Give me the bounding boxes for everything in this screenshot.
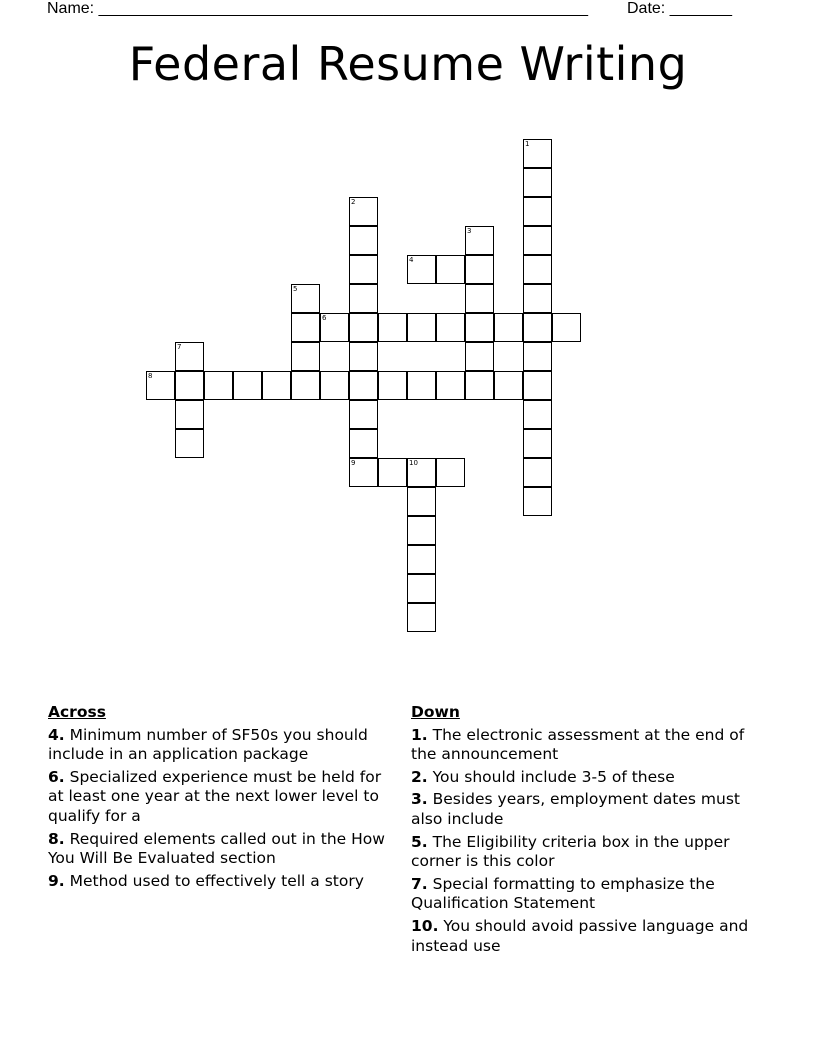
clue-number-label: 3 [467, 227, 472, 235]
crossword-cell[interactable] [349, 255, 378, 284]
crossword-cell[interactable] [523, 487, 552, 516]
crossword-cell[interactable] [349, 371, 378, 400]
crossword-cell[interactable] [407, 603, 436, 632]
crossword-cell[interactable] [146, 371, 175, 400]
crossword-cell[interactable] [407, 255, 436, 284]
clue-text: The Eligibility criteria box in the upper corner is this color [411, 832, 730, 871]
crossword-cell[interactable] [494, 371, 523, 400]
clue-text: Method used to effectively tell a story [64, 871, 364, 890]
across-heading: Across [48, 703, 106, 721]
clue-number-label: 10 [409, 459, 418, 467]
crossword-cell[interactable] [436, 255, 465, 284]
crossword-cell[interactable] [349, 458, 378, 487]
crossword-cell[interactable] [175, 371, 204, 400]
crossword-cell[interactable] [175, 342, 204, 371]
across-clue [48, 768, 398, 827]
clue-number-label: 7 [177, 343, 182, 351]
crossword-cell[interactable] [349, 400, 378, 429]
crossword-cell[interactable] [465, 226, 494, 255]
crossword-cell[interactable] [407, 371, 436, 400]
date-field: Date: _______ [627, 0, 732, 17]
crossword-cell[interactable] [378, 458, 407, 487]
across-clue [48, 830, 398, 869]
crossword-cell[interactable] [407, 516, 436, 545]
crossword-cell[interactable] [523, 342, 552, 371]
crossword-cell[interactable] [349, 313, 378, 342]
clue-number-label: 8 [148, 372, 153, 380]
crossword-cell[interactable] [291, 371, 320, 400]
crossword-cell[interactable] [523, 458, 552, 487]
crossword-cell[interactable] [175, 429, 204, 458]
clue-number: 6. [48, 767, 65, 786]
crossword-cell[interactable] [523, 255, 552, 284]
across-clue [48, 872, 398, 892]
clue-number: 9. [48, 871, 65, 890]
clue-number: 8. [48, 829, 65, 848]
crossword-cell[interactable] [523, 226, 552, 255]
crossword-cell[interactable] [523, 284, 552, 313]
crossword-cell[interactable] [262, 371, 291, 400]
crossword-cell[interactable] [320, 313, 349, 342]
down-clues [411, 703, 771, 959]
crossword-cell[interactable] [349, 342, 378, 371]
clue-number-label: 1 [525, 140, 530, 148]
crossword-cell[interactable] [349, 429, 378, 458]
clue-text: Special formatting to emphasize the Qualification Statement [411, 874, 715, 913]
clue-text: Besides years, employment dates must also include [411, 790, 740, 828]
clue-number-label: 2 [351, 198, 356, 206]
crossword-cell[interactable] [523, 371, 552, 400]
crossword-cell[interactable] [378, 371, 407, 400]
clue-text: Specialized experience must be held for at least one year at the next lower level to qualify for a [48, 767, 382, 825]
crossword-cell[interactable] [523, 313, 552, 342]
crossword-cell[interactable] [233, 371, 262, 400]
crossword-cell[interactable] [407, 458, 436, 487]
crossword-cell[interactable] [204, 371, 233, 400]
crossword-cell[interactable] [407, 574, 436, 603]
crossword-cell[interactable] [407, 487, 436, 516]
crossword-cell[interactable] [349, 284, 378, 313]
clue-number: 10. [411, 916, 439, 935]
clue-text: You should include 3-5 of these [427, 767, 675, 786]
crossword-cell[interactable] [465, 313, 494, 342]
down-clue [411, 875, 771, 914]
crossword-cell[interactable] [407, 313, 436, 342]
crossword-cell[interactable] [465, 284, 494, 313]
down-clue-list [411, 726, 771, 957]
clue-number-label: 5 [293, 285, 298, 293]
across-clue-list [48, 726, 398, 892]
crossword-cell[interactable] [523, 429, 552, 458]
clue-number-label: 9 [351, 459, 356, 467]
across-clue [48, 726, 398, 765]
crossword-cell[interactable] [523, 168, 552, 197]
crossword-cell[interactable] [436, 371, 465, 400]
crossword-cell[interactable] [175, 400, 204, 429]
crossword-cell[interactable] [465, 371, 494, 400]
page-title: Federal Resume Writing [128, 37, 688, 91]
clue-number: 2. [411, 767, 428, 786]
crossword-cell[interactable] [523, 400, 552, 429]
down-clue [411, 790, 771, 829]
down-clue [411, 833, 771, 872]
crossword-cell[interactable] [436, 458, 465, 487]
crossword-cell[interactable] [523, 139, 552, 168]
crossword-cell[interactable] [407, 545, 436, 574]
crossword-cell[interactable] [291, 284, 320, 313]
down-clue [411, 768, 771, 788]
crossword-cell[interactable] [494, 313, 523, 342]
clue-number: 4. [48, 725, 65, 744]
clue-number: 1. [411, 725, 428, 744]
name-field: Name: _______________________________________________________ [47, 0, 588, 17]
crossword-cell[interactable] [436, 313, 465, 342]
clue-number-label: 6 [322, 314, 327, 322]
clue-text: Required elements called out in the How You Will Be Evaluated section [48, 829, 385, 868]
crossword-cell[interactable] [320, 371, 349, 400]
crossword-cell[interactable] [523, 197, 552, 226]
crossword-cell[interactable] [378, 313, 407, 342]
down-clue [411, 917, 771, 956]
clue-text: Minimum number of SF50s you should include in an application package [48, 725, 368, 764]
down-heading: Down [411, 703, 460, 721]
across-clues [48, 703, 398, 894]
clue-number: 3. [411, 790, 428, 809]
clue-number: 7. [411, 874, 428, 893]
crossword-cell[interactable] [349, 226, 378, 255]
down-clue [411, 726, 771, 765]
crossword-cell[interactable] [465, 255, 494, 284]
clue-number-label: 4 [409, 256, 414, 264]
clue-number: 5. [411, 832, 428, 851]
crossword-cell[interactable] [465, 342, 494, 371]
crossword-cell[interactable] [552, 313, 581, 342]
crossword-cell[interactable] [349, 197, 378, 226]
clue-text: The electronic assessment at the end of the announcement [411, 725, 745, 764]
crossword-cell[interactable] [291, 342, 320, 371]
crossword-cell[interactable] [291, 313, 320, 342]
clue-text: You should avoid passive language and instead use [411, 916, 749, 955]
